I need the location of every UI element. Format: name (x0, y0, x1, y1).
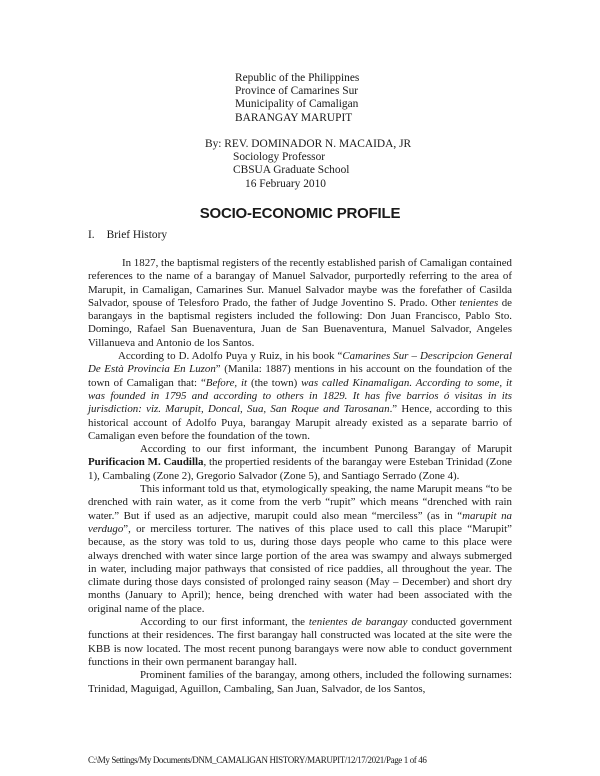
text-run: This informant told us that, etymologically speaking, the name Marupit means “to be drenched with rain water, as it come from the verb “rupit” which means “drenched with rain water.” But if used as an adjective, marupit could also mean “merciless” (as in “ (88, 483, 512, 522)
author-role: Sociology Professor (233, 151, 326, 164)
text-run: According to our first informant, the (140, 616, 309, 629)
text-run: In 1827, the baptismal registers of the recently established parish of Camaligan contained references to the name of a barangay of Manuel Salvador, purportedly referring to the area of Marupit, in Camaligan, Camarines Sur. Manuel Salvador maybe was the forefather of Casilda Salvador, spouse of Telesforo Prado, the father of Judge Joventino S. Prado. Other (88, 257, 512, 309)
book-title-italic: Camarines Sur – Descripcion General De Està Provincia En Luzon (88, 350, 512, 376)
text-run: ”, or merciless torturer. The natives of this place used to call this place “Marupit” because, as the story was told to us, during those days people who came to this place were always drenched with water since large portion of the area was swampy and always submerged in water, including major pathways that consisted of rice paddies, all throughout the year. The climate during those days consisted of prolonged rainy season (May – December) and short dry months (January to April); hence, being drenched with water had been associated with the original name of the place. (88, 522, 512, 615)
author-date: 16 February 2010 (245, 177, 326, 190)
section-number: I. (88, 229, 95, 241)
paragraph-3 (88, 443, 512, 483)
italic-run: marupit na verdugo (88, 509, 512, 535)
header-line-republic: Republic of the Philippines (235, 72, 360, 84)
text-run: According to D. Adolfo Puya y Ruiz, in his book “ (118, 350, 343, 363)
author-name: By: REV. DOMINADOR N. MACAIDA, JR (205, 138, 412, 150)
section-heading (88, 229, 167, 241)
text-run: (the town) (247, 376, 302, 389)
paragraph-2 (88, 350, 512, 443)
page-title: SOCIO-ECONOMIC PROFILE (199, 205, 401, 222)
author-school: CBSUA Graduate School (233, 164, 350, 177)
header-line-province: Province of Camarines Sur (235, 85, 359, 98)
italic-run: tenientes (459, 296, 499, 309)
government-header (235, 72, 359, 125)
paragraph-1 (88, 257, 512, 350)
paragraph-6 (88, 669, 512, 696)
quote-italic: was called Kinamaligan. According to some, it was founded in 1795 and according to others in 1829. It has five barrios ó visitas in its jurisdiction: viz. Marupit, Doncal, Sua, San Roque and Tarosanan (88, 376, 512, 416)
header-line-barangay: BARANGAY MARUPIT (235, 111, 353, 124)
text-run: , the propertied residents of the barangay were Esteban Trinidad (Zone 1), Cambaling (Zone 2), Gregorio Salvador (Zone 5), and Santiago Serrado (Zone 4). (88, 456, 512, 482)
paragraph-5 (88, 616, 512, 669)
italic-run: tenientes de barangay (308, 616, 408, 629)
text-run: Prominent families of the barangay, among others, included the following surnames: Trinidad, Maguigad, Aguillon, Cambaling, San Juan, Salvador, de los Santos, (88, 669, 512, 695)
document-body (88, 257, 512, 696)
text-run: ” (Manila: 1887) mentions in his account on the foundation of the town of Camaligan that: “ (88, 363, 512, 389)
paragraph-4 (88, 483, 512, 616)
page-footer: C:\My Settings/My Documents/DNM_CAMALIGAN HISTORY/MARUPIT/12/17/2021/Page 1 of 46 (88, 755, 427, 765)
text-run: .” Hence, according to this historical account of Adolfo Puya, barangay Marupit already existed as a separate barrio of Camaligan even before the foundation of the town. (88, 403, 512, 442)
header-line-municipality: Municipality of Camaligan (235, 98, 359, 111)
text-run: de barangays in the baptismal registers included the following: Don Juan Francisco, Pablo Sto. Domingo, Rafael San Buenaventura, Juan de San Buenaventura, Manuel Salvador, Angeles Villanueva and Antonio de los Santos. (88, 296, 512, 349)
author-block (205, 138, 411, 191)
informant-name-bold: Purificacion M. Caudilla (88, 456, 204, 469)
text-run: conducted government functions at their residences. The first barangay hall constructed was located at the site were the KBB is now located. The most recent punong barangays were now able to conduct government functions in their own permanent barangay hall. (88, 616, 513, 668)
italic-run: Before, it (205, 376, 248, 389)
section-label: Brief History (106, 229, 168, 241)
text-run: According to our first informant, the incumbent Punong Barangay of Marupit (140, 443, 512, 456)
